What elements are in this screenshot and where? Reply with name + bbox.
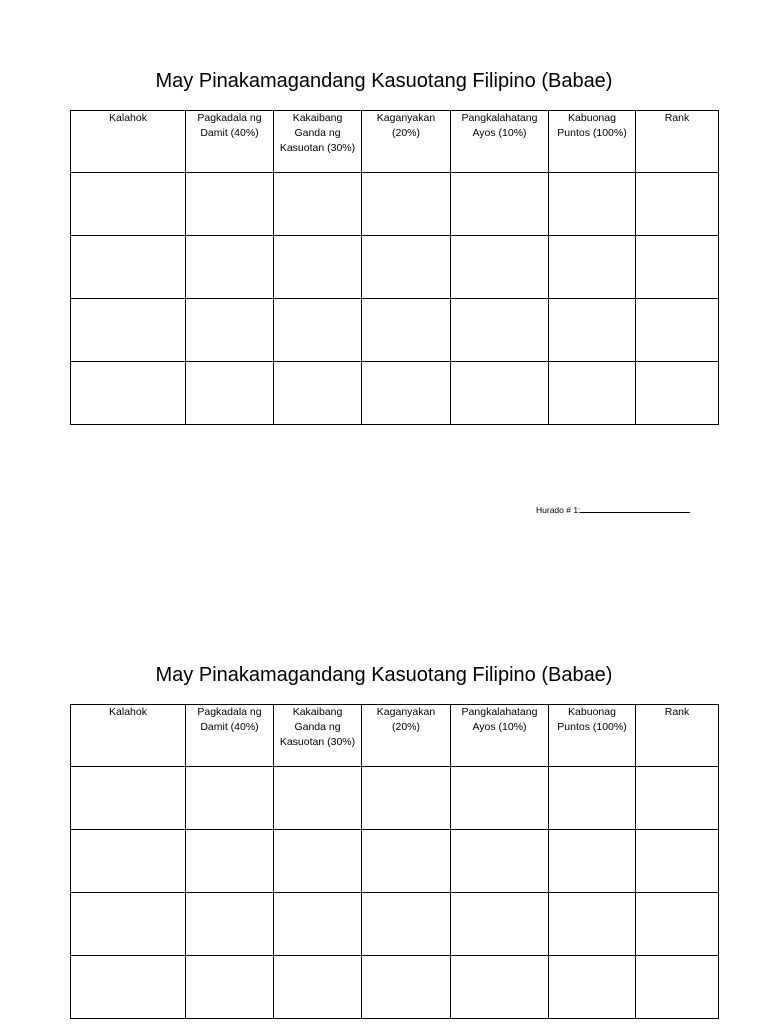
kaganyakan-cell[interactable] xyxy=(362,236,451,299)
puntos-cell[interactable] xyxy=(549,956,636,1019)
pagkadala-cell[interactable] xyxy=(186,236,274,299)
score-table xyxy=(70,704,719,1019)
judge-label: Hurado # 1: xyxy=(536,505,581,515)
kalahok-cell[interactable] xyxy=(71,236,186,299)
kaganyakan-cell[interactable] xyxy=(362,893,451,956)
ganda-cell[interactable] xyxy=(274,956,362,1019)
col-header-rank: Rank xyxy=(636,705,719,767)
col-header-kaganyakan: Kaganyakan (20%) xyxy=(362,111,451,173)
puntos-cell[interactable] xyxy=(549,362,636,425)
ganda-cell[interactable] xyxy=(274,830,362,893)
rank-cell[interactable] xyxy=(636,956,719,1019)
header-row xyxy=(71,705,719,767)
kalahok-cell[interactable] xyxy=(71,173,186,236)
kalahok-cell[interactable] xyxy=(71,767,186,830)
table-row xyxy=(71,767,719,830)
table-row xyxy=(71,893,719,956)
kaganyakan-cell[interactable] xyxy=(362,830,451,893)
kaganyakan-cell[interactable] xyxy=(362,173,451,236)
kaganyakan-cell[interactable] xyxy=(362,956,451,1019)
rank-cell[interactable] xyxy=(636,893,719,956)
pagkadala-cell[interactable] xyxy=(186,893,274,956)
judge-signature-line xyxy=(536,503,690,516)
rank-cell[interactable] xyxy=(636,236,719,299)
col-header-pagkadala: Pagkadala ng Damit (40%) xyxy=(186,705,274,767)
kaganyakan-cell[interactable] xyxy=(362,362,451,425)
col-header-kakaibang-ganda: Kakaibang Ganda ng Kasuotan (30%) xyxy=(274,111,362,173)
rank-cell[interactable] xyxy=(636,299,719,362)
pagkadala-cell[interactable] xyxy=(186,767,274,830)
col-header-rank: Rank xyxy=(636,111,719,173)
rank-cell[interactable] xyxy=(636,767,719,830)
ganda-cell[interactable] xyxy=(274,893,362,956)
pagkadala-cell[interactable] xyxy=(186,956,274,1019)
col-header-kalahok: Kalahok xyxy=(71,111,186,173)
kalahok-cell[interactable] xyxy=(71,956,186,1019)
kaganyakan-cell[interactable] xyxy=(362,767,451,830)
col-header-kabuonag-puntos: Kabuonag Puntos (100%) xyxy=(549,111,636,173)
ayos-cell[interactable] xyxy=(451,767,549,830)
ayos-cell[interactable] xyxy=(451,830,549,893)
ganda-cell[interactable] xyxy=(274,173,362,236)
puntos-cell[interactable] xyxy=(549,236,636,299)
table-row xyxy=(71,830,719,893)
table-row xyxy=(71,173,719,236)
judge-name-blank[interactable] xyxy=(580,503,690,513)
rank-cell[interactable] xyxy=(636,173,719,236)
ayos-cell[interactable] xyxy=(451,956,549,1019)
ganda-cell[interactable] xyxy=(274,299,362,362)
header-row xyxy=(71,111,719,173)
col-header-kakaibang-ganda: Kakaibang Ganda ng Kasuotan (30%) xyxy=(274,705,362,767)
scoresheet-title: May Pinakamagandang Kasuotang Filipino (Babae) xyxy=(155,664,613,686)
score-table xyxy=(70,110,719,425)
table-row xyxy=(71,362,719,425)
ganda-cell[interactable] xyxy=(274,236,362,299)
ayos-cell[interactable] xyxy=(451,236,549,299)
table-row xyxy=(71,236,719,299)
pagkadala-cell[interactable] xyxy=(186,362,274,425)
puntos-cell[interactable] xyxy=(549,893,636,956)
puntos-cell[interactable] xyxy=(549,767,636,830)
kalahok-cell[interactable] xyxy=(71,893,186,956)
ganda-cell[interactable] xyxy=(274,767,362,830)
kalahok-cell[interactable] xyxy=(71,299,186,362)
col-header-pagkadala: Pagkadala ng Damit (40%) xyxy=(186,111,274,173)
col-header-kaganyakan: Kaganyakan (20%) xyxy=(362,705,451,767)
puntos-cell[interactable] xyxy=(549,299,636,362)
kalahok-cell[interactable] xyxy=(71,362,186,425)
ayos-cell[interactable] xyxy=(451,362,549,425)
table-row xyxy=(71,956,719,1019)
puntos-cell[interactable] xyxy=(549,830,636,893)
ayos-cell[interactable] xyxy=(451,893,549,956)
scoresheet-title: May Pinakamagandang Kasuotang Filipino (Babae) xyxy=(155,70,613,92)
ayos-cell[interactable] xyxy=(451,173,549,236)
col-header-kalahok: Kalahok xyxy=(71,705,186,767)
pagkadala-cell[interactable] xyxy=(186,299,274,362)
ganda-cell[interactable] xyxy=(274,362,362,425)
col-header-pangkalahatang-ayos: Pangkalahatang Ayos (10%) xyxy=(451,111,549,173)
ayos-cell[interactable] xyxy=(451,299,549,362)
col-header-kabuonag-puntos: Kabuonag Puntos (100%) xyxy=(549,705,636,767)
pagkadala-cell[interactable] xyxy=(186,830,274,893)
col-header-pangkalahatang-ayos: Pangkalahatang Ayos (10%) xyxy=(451,705,549,767)
rank-cell[interactable] xyxy=(636,830,719,893)
table-row xyxy=(71,299,719,362)
kaganyakan-cell[interactable] xyxy=(362,299,451,362)
rank-cell[interactable] xyxy=(636,362,719,425)
pagkadala-cell[interactable] xyxy=(186,173,274,236)
kalahok-cell[interactable] xyxy=(71,830,186,893)
puntos-cell[interactable] xyxy=(549,173,636,236)
